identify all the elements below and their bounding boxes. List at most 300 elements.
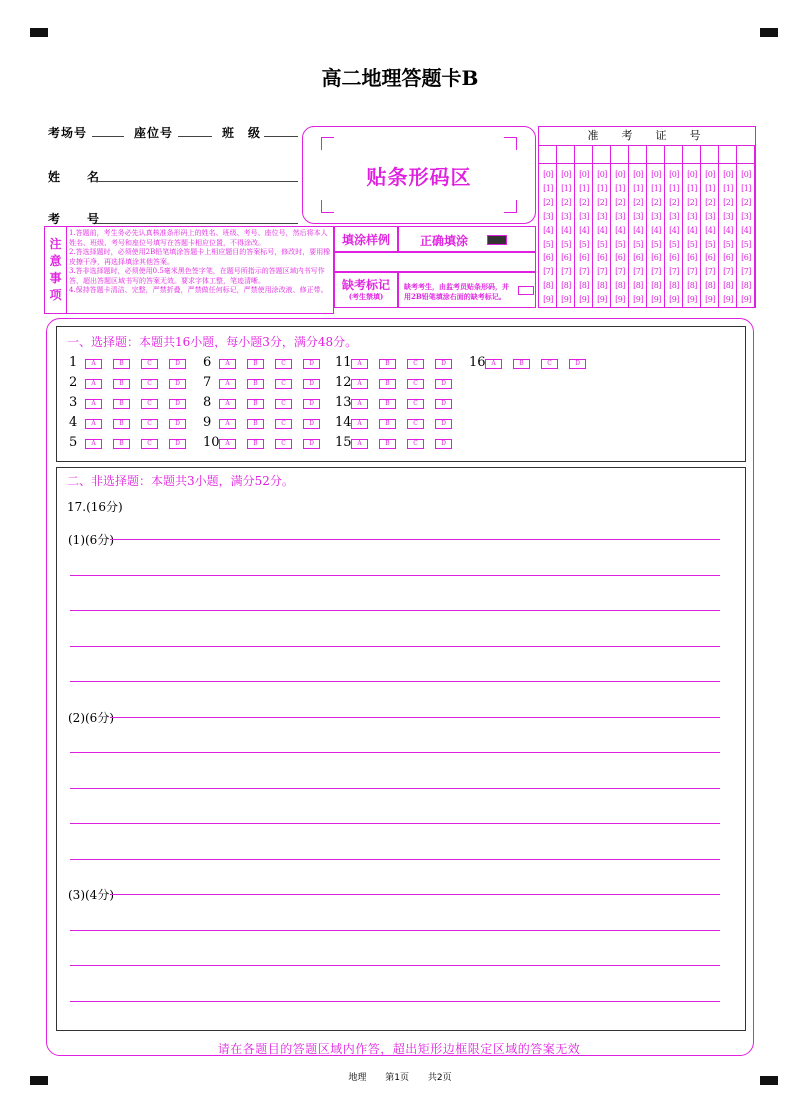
answer-line[interactable] [70, 610, 720, 611]
admission-digit-bubble[interactable]: [8] [651, 281, 661, 291]
admission-digit-bubble[interactable]: [0] [741, 170, 751, 179]
admission-digit-bubble[interactable]: [2] [615, 197, 625, 207]
admission-digit-bubble[interactable]: [1] [705, 183, 715, 193]
admission-digit-bubble[interactable]: [4] [723, 225, 733, 235]
admission-digit-bubble[interactable]: [2] [651, 197, 661, 207]
admission-digit-bubble[interactable]: [7] [543, 267, 553, 277]
admission-digit-bubble[interactable]: [5] [561, 239, 571, 249]
exam-room-field[interactable] [92, 136, 124, 137]
admission-digit-bubble[interactable]: [9] [597, 295, 607, 305]
question-number: 16 [469, 355, 486, 370]
option-bubble-a[interactable]: A [351, 359, 368, 369]
option-bubble-c[interactable]: C [275, 419, 292, 429]
answer-line[interactable] [110, 894, 720, 895]
question-number: 2 [69, 375, 78, 390]
class-label: 班 级 [222, 126, 262, 140]
admission-digit-bubble[interactable]: [0] [543, 170, 553, 179]
barcode-label: 贴条形码区 [366, 165, 472, 189]
admission-digit-bubble[interactable]: [3] [633, 211, 643, 221]
option-bubble-b[interactable]: B [379, 359, 396, 369]
option-bubble-d[interactable]: D [303, 359, 320, 369]
notes-side-char: 意 [49, 254, 62, 268]
admission-digit-bubble[interactable]: [8] [597, 281, 607, 291]
admission-digit-bubble[interactable]: [4] [633, 225, 643, 235]
admission-write-cell[interactable] [611, 145, 628, 164]
admission-digit-bubble[interactable]: [6] [669, 253, 679, 263]
admission-column [665, 145, 683, 307]
admission-digit-bubble[interactable]: [7] [615, 267, 625, 277]
admission-digit-bubble[interactable]: [7] [723, 267, 733, 277]
admission-digit-bubble[interactable]: [4] [615, 225, 625, 235]
note-item: 2.答选择题时，必须使用2B铅笔填涂答题卡上相应题目的答案标号，修改时，要用橡皮擦干净，再选择填涂其他答案。 [69, 248, 331, 266]
admission-digit-bubble[interactable]: [8] [633, 281, 643, 291]
option-bubble-a[interactable]: A [351, 379, 368, 389]
answer-line[interactable] [70, 575, 720, 576]
admission-digit-bubble[interactable]: [5] [579, 239, 589, 249]
question-number: 3 [69, 395, 78, 410]
answer-line[interactable] [110, 717, 720, 718]
admission-digit-bubble[interactable]: [5] [633, 239, 643, 249]
admission-digit-bubble[interactable]: [5] [687, 239, 697, 249]
option-bubble-b[interactable]: B [379, 399, 396, 409]
option-bubble-d[interactable]: D [303, 439, 320, 449]
question-number: 12 [335, 375, 352, 390]
option-bubble-c[interactable]: C [141, 399, 158, 409]
admission-column [683, 145, 701, 307]
admission-digit-bubble[interactable]: [2] [669, 197, 679, 207]
option-bubble-b[interactable]: B [247, 379, 264, 389]
admission-digit-bubble[interactable]: [1] [615, 183, 625, 193]
admission-digit-bubble[interactable]: [7] [633, 267, 643, 277]
admission-number-grid [538, 126, 756, 308]
answer-line[interactable] [70, 646, 720, 647]
admission-digit-bubble[interactable]: [4] [597, 225, 607, 235]
admission-digit-bubble[interactable]: [8] [561, 281, 571, 291]
admission-digit-bubble[interactable]: [9] [543, 295, 553, 305]
option-bubble-b[interactable]: B [113, 419, 130, 429]
admission-digit-bubble[interactable]: [1] [741, 183, 751, 193]
answer-line[interactable] [70, 752, 720, 753]
admission-digit-bubble[interactable]: [1] [561, 183, 571, 193]
option-bubble-d[interactable]: D [169, 419, 186, 429]
absent-note: 缺考考生，由监考员贴条形码，并用2B铅笔填涂右面的缺考标记。 [404, 282, 509, 301]
question-row [69, 437, 199, 451]
absent-label: 缺考标记 [341, 278, 390, 292]
admission-column [575, 145, 593, 307]
option-bubble-c[interactable]: C [141, 419, 158, 429]
option-bubble-d[interactable]: D [435, 399, 452, 409]
option-bubble-d[interactable]: D [169, 439, 186, 449]
admission-write-cell[interactable] [683, 145, 700, 164]
admission-digit-bubble[interactable]: [2] [723, 197, 733, 207]
admission-digit-bubble[interactable]: [6] [741, 253, 751, 263]
option-bubble-b[interactable]: B [113, 359, 130, 369]
admission-digit-bubble[interactable]: [0] [615, 170, 625, 179]
admission-write-cell[interactable] [629, 145, 646, 164]
admission-digit-bubble[interactable]: [4] [669, 225, 679, 235]
admission-digit-bubble[interactable]: [1] [543, 183, 553, 193]
admission-digit-bubble[interactable]: [2] [543, 197, 553, 207]
admission-digit-bubble[interactable]: [8] [741, 281, 751, 291]
option-bubble-b[interactable]: B [379, 439, 396, 449]
option-bubble-a[interactable]: A [219, 379, 236, 389]
admission-digit-bubble[interactable]: [8] [543, 281, 553, 291]
admission-digit-bubble[interactable]: [7] [705, 267, 715, 277]
admission-digit-bubble[interactable]: [6] [705, 253, 715, 263]
absent-sub-label: (考生禁填) [348, 292, 384, 301]
admission-digit-bubble[interactable]: [7] [597, 267, 607, 277]
admission-column [647, 145, 665, 307]
admission-digit-bubble[interactable]: [4] [543, 225, 553, 235]
option-bubble-b[interactable]: B [113, 399, 130, 409]
admission-digit-bubble[interactable]: [2] [687, 197, 697, 207]
admission-digit-bubble[interactable]: [6] [633, 253, 643, 263]
pager-total: 共2页 [427, 1073, 452, 1083]
page-title: 高二地理答题卡B [321, 66, 479, 90]
admission-digit-bubble[interactable]: [1] [633, 183, 643, 193]
question-number: 4 [69, 415, 78, 430]
admission-digit-bubble[interactable]: [2] [705, 197, 715, 207]
option-bubble-c[interactable]: C [275, 379, 292, 389]
admission-digit-bubble[interactable]: [7] [741, 267, 751, 277]
admission-digit-bubble[interactable]: [3] [597, 211, 607, 221]
admission-digit-bubble[interactable]: [3] [651, 211, 661, 221]
option-bubble-c[interactable]: C [407, 439, 424, 449]
option-bubble-d[interactable]: D [303, 399, 320, 409]
option-bubble-d[interactable]: D [303, 379, 320, 389]
admission-digit-bubble[interactable]: [6] [687, 253, 697, 263]
admission-digit-bubble[interactable]: [7] [669, 267, 679, 277]
notes-box [44, 226, 334, 314]
admission-digit-bubble[interactable]: [3] [741, 211, 751, 221]
name-field[interactable] [96, 181, 298, 182]
admission-digit-bubble[interactable]: [6] [723, 253, 733, 263]
admission-digit-bubble[interactable]: [8] [615, 281, 625, 291]
option-bubble-b[interactable]: B [247, 419, 264, 429]
admission-digit-bubble[interactable]: [0] [669, 170, 679, 179]
admission-digit-bubble[interactable]: [9] [741, 295, 751, 305]
option-bubble-d[interactable]: D [435, 379, 452, 389]
objective-section [56, 326, 746, 462]
option-bubble-d[interactable]: D [169, 379, 186, 389]
admission-digit-bubble[interactable]: [2] [597, 197, 607, 207]
pager [0, 1070, 800, 1083]
admission-digit-bubble[interactable]: [9] [687, 295, 697, 305]
admission-digit-bubble[interactable]: [9] [651, 295, 661, 305]
admission-digit-bubble[interactable]: [1] [687, 183, 697, 193]
admission-digit-bubble[interactable]: [0] [633, 170, 643, 179]
admission-digit-bubble[interactable]: [7] [561, 267, 571, 277]
question-row [335, 417, 465, 431]
question-row [69, 377, 199, 391]
question-number: 13 [335, 395, 352, 410]
admission-digit-bubble[interactable]: [3] [705, 211, 715, 221]
admission-digit-bubble[interactable]: [1] [579, 183, 589, 193]
admission-digit-bubble[interactable]: [9] [705, 295, 715, 305]
admission-digit-bubble[interactable]: [5] [723, 239, 733, 249]
pager-subject: 地理 [348, 1073, 367, 1083]
question-row [335, 377, 465, 391]
seat-field[interactable] [178, 136, 212, 137]
barcode-area [302, 126, 536, 224]
absent-mark-box[interactable] [518, 286, 534, 295]
admission-digit-bubble[interactable]: [3] [543, 211, 553, 221]
note-item: 4.保持答题卡清洁、完整，严禁折叠，严禁做任何标记，严禁使用涂改液、修正带。 [69, 286, 328, 294]
question-number: 8 [203, 395, 212, 410]
correct-fill-sample [487, 235, 507, 245]
admission-digit-bubble[interactable]: [3] [561, 211, 571, 221]
admission-digit-bubble[interactable]: [6] [543, 253, 553, 263]
option-bubble-c[interactable]: C [141, 359, 158, 369]
admission-write-cell[interactable] [701, 145, 718, 164]
admission-digit-bubble[interactable]: [4] [705, 225, 715, 235]
notes-body [69, 229, 331, 296]
admission-digit-bubble[interactable]: [9] [615, 295, 625, 305]
notes-side-char: 注 [49, 237, 62, 251]
question-number: 7 [203, 375, 212, 390]
sample-area [334, 226, 536, 312]
option-bubble-c[interactable]: C [407, 399, 424, 409]
name-label: 姓 名 [48, 170, 101, 184]
question-number: 14 [335, 415, 352, 430]
sub-question-label: (3)(4分) [68, 888, 114, 902]
option-bubble-b[interactable]: B [247, 399, 264, 409]
notes-side-label [45, 227, 67, 313]
admission-digit-bubble[interactable]: [6] [561, 253, 571, 263]
objective-header: 一、选择题：本题共16小题，每小题3分，满分48分。 [67, 335, 358, 349]
admission-digit-bubble[interactable]: [9] [633, 295, 643, 305]
admission-digit-bubble[interactable]: [1] [669, 183, 679, 193]
admission-digit-bubble[interactable]: [0] [579, 170, 589, 179]
question-17-label: 17.(16分) [67, 500, 123, 514]
question-row [203, 417, 333, 431]
admission-digit-bubble[interactable]: [3] [687, 211, 697, 221]
admission-write-cell[interactable] [665, 145, 682, 164]
admission-column [593, 145, 611, 307]
option-bubble-c[interactable]: C [275, 399, 292, 409]
admission-digit-bubble[interactable]: [4] [687, 225, 697, 235]
admission-digit-bubble[interactable]: [8] [669, 281, 679, 291]
class-field[interactable] [264, 136, 298, 137]
admission-digit-bubble[interactable]: [4] [741, 225, 751, 235]
admission-column [719, 145, 737, 307]
admission-digit-bubble[interactable]: [6] [597, 253, 607, 263]
pager-page: 第1页 [385, 1073, 409, 1083]
admission-digit-bubble[interactable]: [2] [579, 197, 589, 207]
question-number: 1 [69, 355, 78, 370]
option-bubble-a[interactable]: A [351, 419, 368, 429]
question-row [335, 357, 465, 371]
question-row [69, 417, 199, 431]
admission-digit-bubble[interactable]: [5] [615, 239, 625, 249]
answer-line[interactable] [70, 1001, 720, 1002]
admission-digit-bubble[interactable]: [3] [579, 211, 589, 221]
option-bubble-d[interactable]: D [569, 359, 586, 369]
correct-fill-label: 正确填涂 [420, 234, 469, 248]
admission-digit-bubble[interactable]: [8] [723, 281, 733, 291]
question-row [203, 437, 333, 451]
admission-write-cell[interactable] [593, 145, 610, 164]
question-row [69, 397, 199, 411]
admission-digit-bubble[interactable]: [4] [561, 225, 571, 235]
sample-label: 填涂样例 [341, 233, 390, 247]
admission-digit-bubble[interactable]: [2] [741, 197, 751, 207]
option-bubble-c[interactable]: C [141, 439, 158, 449]
registration-mark [760, 28, 778, 37]
admission-write-cell[interactable] [557, 145, 574, 164]
answer-line[interactable] [70, 681, 720, 682]
admission-digit-bubble[interactable]: [0] [705, 170, 715, 179]
admission-digit-bubble[interactable]: [5] [651, 239, 661, 249]
option-bubble-d[interactable]: D [435, 359, 452, 369]
option-bubble-b[interactable]: B [113, 379, 130, 389]
question-row [469, 357, 599, 371]
admission-digit-bubble[interactable]: [4] [651, 225, 661, 235]
admission-digit-bubble[interactable]: [7] [687, 267, 697, 277]
admission-digit-bubble[interactable]: [3] [723, 211, 733, 221]
option-bubble-d[interactable]: D [303, 419, 320, 429]
admission-digit-bubble[interactable]: [5] [741, 239, 751, 249]
admission-column [539, 145, 557, 307]
option-bubble-b[interactable]: B [513, 359, 530, 369]
admission-write-cell[interactable] [539, 145, 556, 164]
admission-digit-bubble[interactable]: [6] [651, 253, 661, 263]
answer-line[interactable] [70, 823, 720, 824]
admission-digit-bubble[interactable]: [1] [597, 183, 607, 193]
option-bubble-d[interactable]: D [169, 399, 186, 409]
sub-question-label: (2)(6分) [68, 710, 114, 725]
option-bubble-b[interactable]: B [247, 439, 264, 449]
admission-digit-bubble[interactable]: [0] [723, 170, 733, 179]
subjective-section [56, 467, 746, 1031]
option-bubble-a[interactable]: A [85, 439, 102, 449]
admission-digit-bubble[interactable]: [4] [579, 225, 589, 235]
admission-digit-bubble[interactable]: [5] [543, 239, 553, 249]
answer-line[interactable] [110, 539, 720, 540]
admission-digit-bubble[interactable]: [5] [705, 239, 715, 249]
admission-write-cell[interactable] [647, 145, 664, 164]
question-number: 11 [335, 355, 352, 370]
question-row [335, 397, 465, 411]
answer-line[interactable] [70, 788, 720, 789]
option-bubble-a[interactable]: A [219, 359, 236, 369]
option-bubble-b[interactable]: B [113, 439, 130, 449]
exam-no-label: 考 号 [48, 212, 101, 226]
option-bubble-c[interactable]: C [407, 359, 424, 369]
admission-digit-bubble[interactable]: [9] [723, 295, 733, 305]
question-row [203, 357, 333, 371]
admission-digit-bubble[interactable]: [3] [615, 211, 625, 221]
admission-digit-bubble[interactable]: [9] [669, 295, 679, 305]
admission-column [557, 145, 575, 307]
note-item: 3.答非选择题时，必须使用0.5毫米黑色签字笔，在题号所指示的答题区域内书写作答，超出答题区域书写的答案无效。要求字体工整，笔迹清晰。 [69, 267, 325, 285]
subjective-header: 二、非选择题：本题共3小题，满分52分。 [67, 474, 294, 488]
question-number: 15 [335, 435, 352, 450]
question-row [69, 357, 199, 371]
question-number: 10 [203, 435, 220, 450]
admission-digit-bubble[interactable]: [2] [561, 197, 571, 207]
admission-digit-bubble[interactable]: [0] [687, 170, 697, 179]
option-bubble-a[interactable]: A [85, 379, 102, 389]
option-bubble-b[interactable]: B [379, 419, 396, 429]
option-bubble-a[interactable]: A [85, 419, 102, 429]
admission-digit-bubble[interactable]: [9] [579, 295, 589, 305]
option-bubble-b[interactable]: B [379, 379, 396, 389]
option-bubble-d[interactable]: D [435, 419, 452, 429]
option-bubble-c[interactable]: C [407, 419, 424, 429]
option-bubble-a[interactable]: A [219, 419, 236, 429]
option-bubble-a[interactable]: A [85, 359, 102, 369]
admission-column [611, 145, 629, 307]
admission-write-cell[interactable] [737, 145, 754, 164]
admission-digit-bubble[interactable]: [6] [579, 253, 589, 263]
option-bubble-a[interactable]: A [85, 399, 102, 409]
option-bubble-d[interactable]: D [169, 359, 186, 369]
option-bubble-a[interactable]: A [351, 439, 368, 449]
option-bubble-c[interactable]: C [407, 379, 424, 389]
option-bubble-c[interactable]: C [541, 359, 558, 369]
admission-digit-bubble[interactable]: [0] [561, 170, 571, 179]
admission-digit-bubble[interactable]: [1] [651, 183, 661, 193]
question-row [203, 397, 333, 411]
admission-write-cell[interactable] [575, 145, 592, 164]
admission-digit-bubble[interactable]: [8] [687, 281, 697, 291]
option-bubble-a[interactable]: A [485, 359, 502, 369]
option-bubble-c[interactable]: C [141, 379, 158, 389]
exam-no-field[interactable] [96, 223, 298, 224]
admission-digit-bubble[interactable]: [8] [705, 281, 715, 291]
admission-digit-bubble[interactable]: [0] [651, 170, 661, 179]
notes-side-char: 事 [49, 271, 62, 285]
note-item: 1.答题前，考生务必先认真核准条形码上的姓名、班级、考号、座位号，然后将本人姓名、班级、考号和座位号填写在答题卡相应位置，不得涂改。 [69, 229, 328, 247]
question-number: 9 [203, 415, 212, 430]
admission-column [629, 145, 647, 307]
option-bubble-c[interactable]: C [275, 439, 292, 449]
question-row [335, 437, 465, 451]
seat-label: 座位号 [134, 126, 174, 140]
option-bubble-c[interactable]: C [275, 359, 292, 369]
option-bubble-b[interactable]: B [247, 359, 264, 369]
option-bubble-d[interactable]: D [435, 439, 452, 449]
answer-line[interactable] [70, 930, 720, 931]
option-bubble-a[interactable]: A [219, 399, 236, 409]
admission-digit-bubble[interactable]: [2] [633, 197, 643, 207]
admission-digit-bubble[interactable]: [5] [597, 239, 607, 249]
admission-digit-bubble[interactable]: [0] [597, 170, 607, 179]
admission-digit-bubble[interactable]: [5] [669, 239, 679, 249]
admission-digit-bubble[interactable]: [7] [579, 267, 589, 277]
option-bubble-a[interactable]: A [351, 399, 368, 409]
question-number: 5 [69, 435, 78, 450]
option-bubble-a[interactable]: A [219, 439, 236, 449]
footer-warning: 请在各题目的答题区域内作答，超出矩形边框限定区域的答案无效 [217, 1042, 581, 1056]
sub-question-label: (1)(6分) [68, 533, 114, 547]
admission-digit-bubble[interactable]: [1] [723, 183, 733, 193]
admission-column [701, 145, 719, 307]
admission-digit-bubble[interactable]: [9] [561, 295, 571, 305]
admission-digit-bubble[interactable]: [7] [651, 267, 661, 277]
answer-line[interactable] [70, 965, 720, 966]
admission-column [737, 145, 755, 307]
admission-digit-bubble[interactable]: [3] [669, 211, 679, 221]
question-number: 6 [203, 355, 212, 370]
admission-write-cell[interactable] [719, 145, 736, 164]
answer-line[interactable] [70, 859, 720, 860]
admission-digit-bubble[interactable]: [6] [615, 253, 625, 263]
admission-digit-bubble[interactable]: [8] [579, 281, 589, 291]
notes-side-char: 项 [49, 288, 62, 302]
registration-mark [30, 28, 48, 37]
